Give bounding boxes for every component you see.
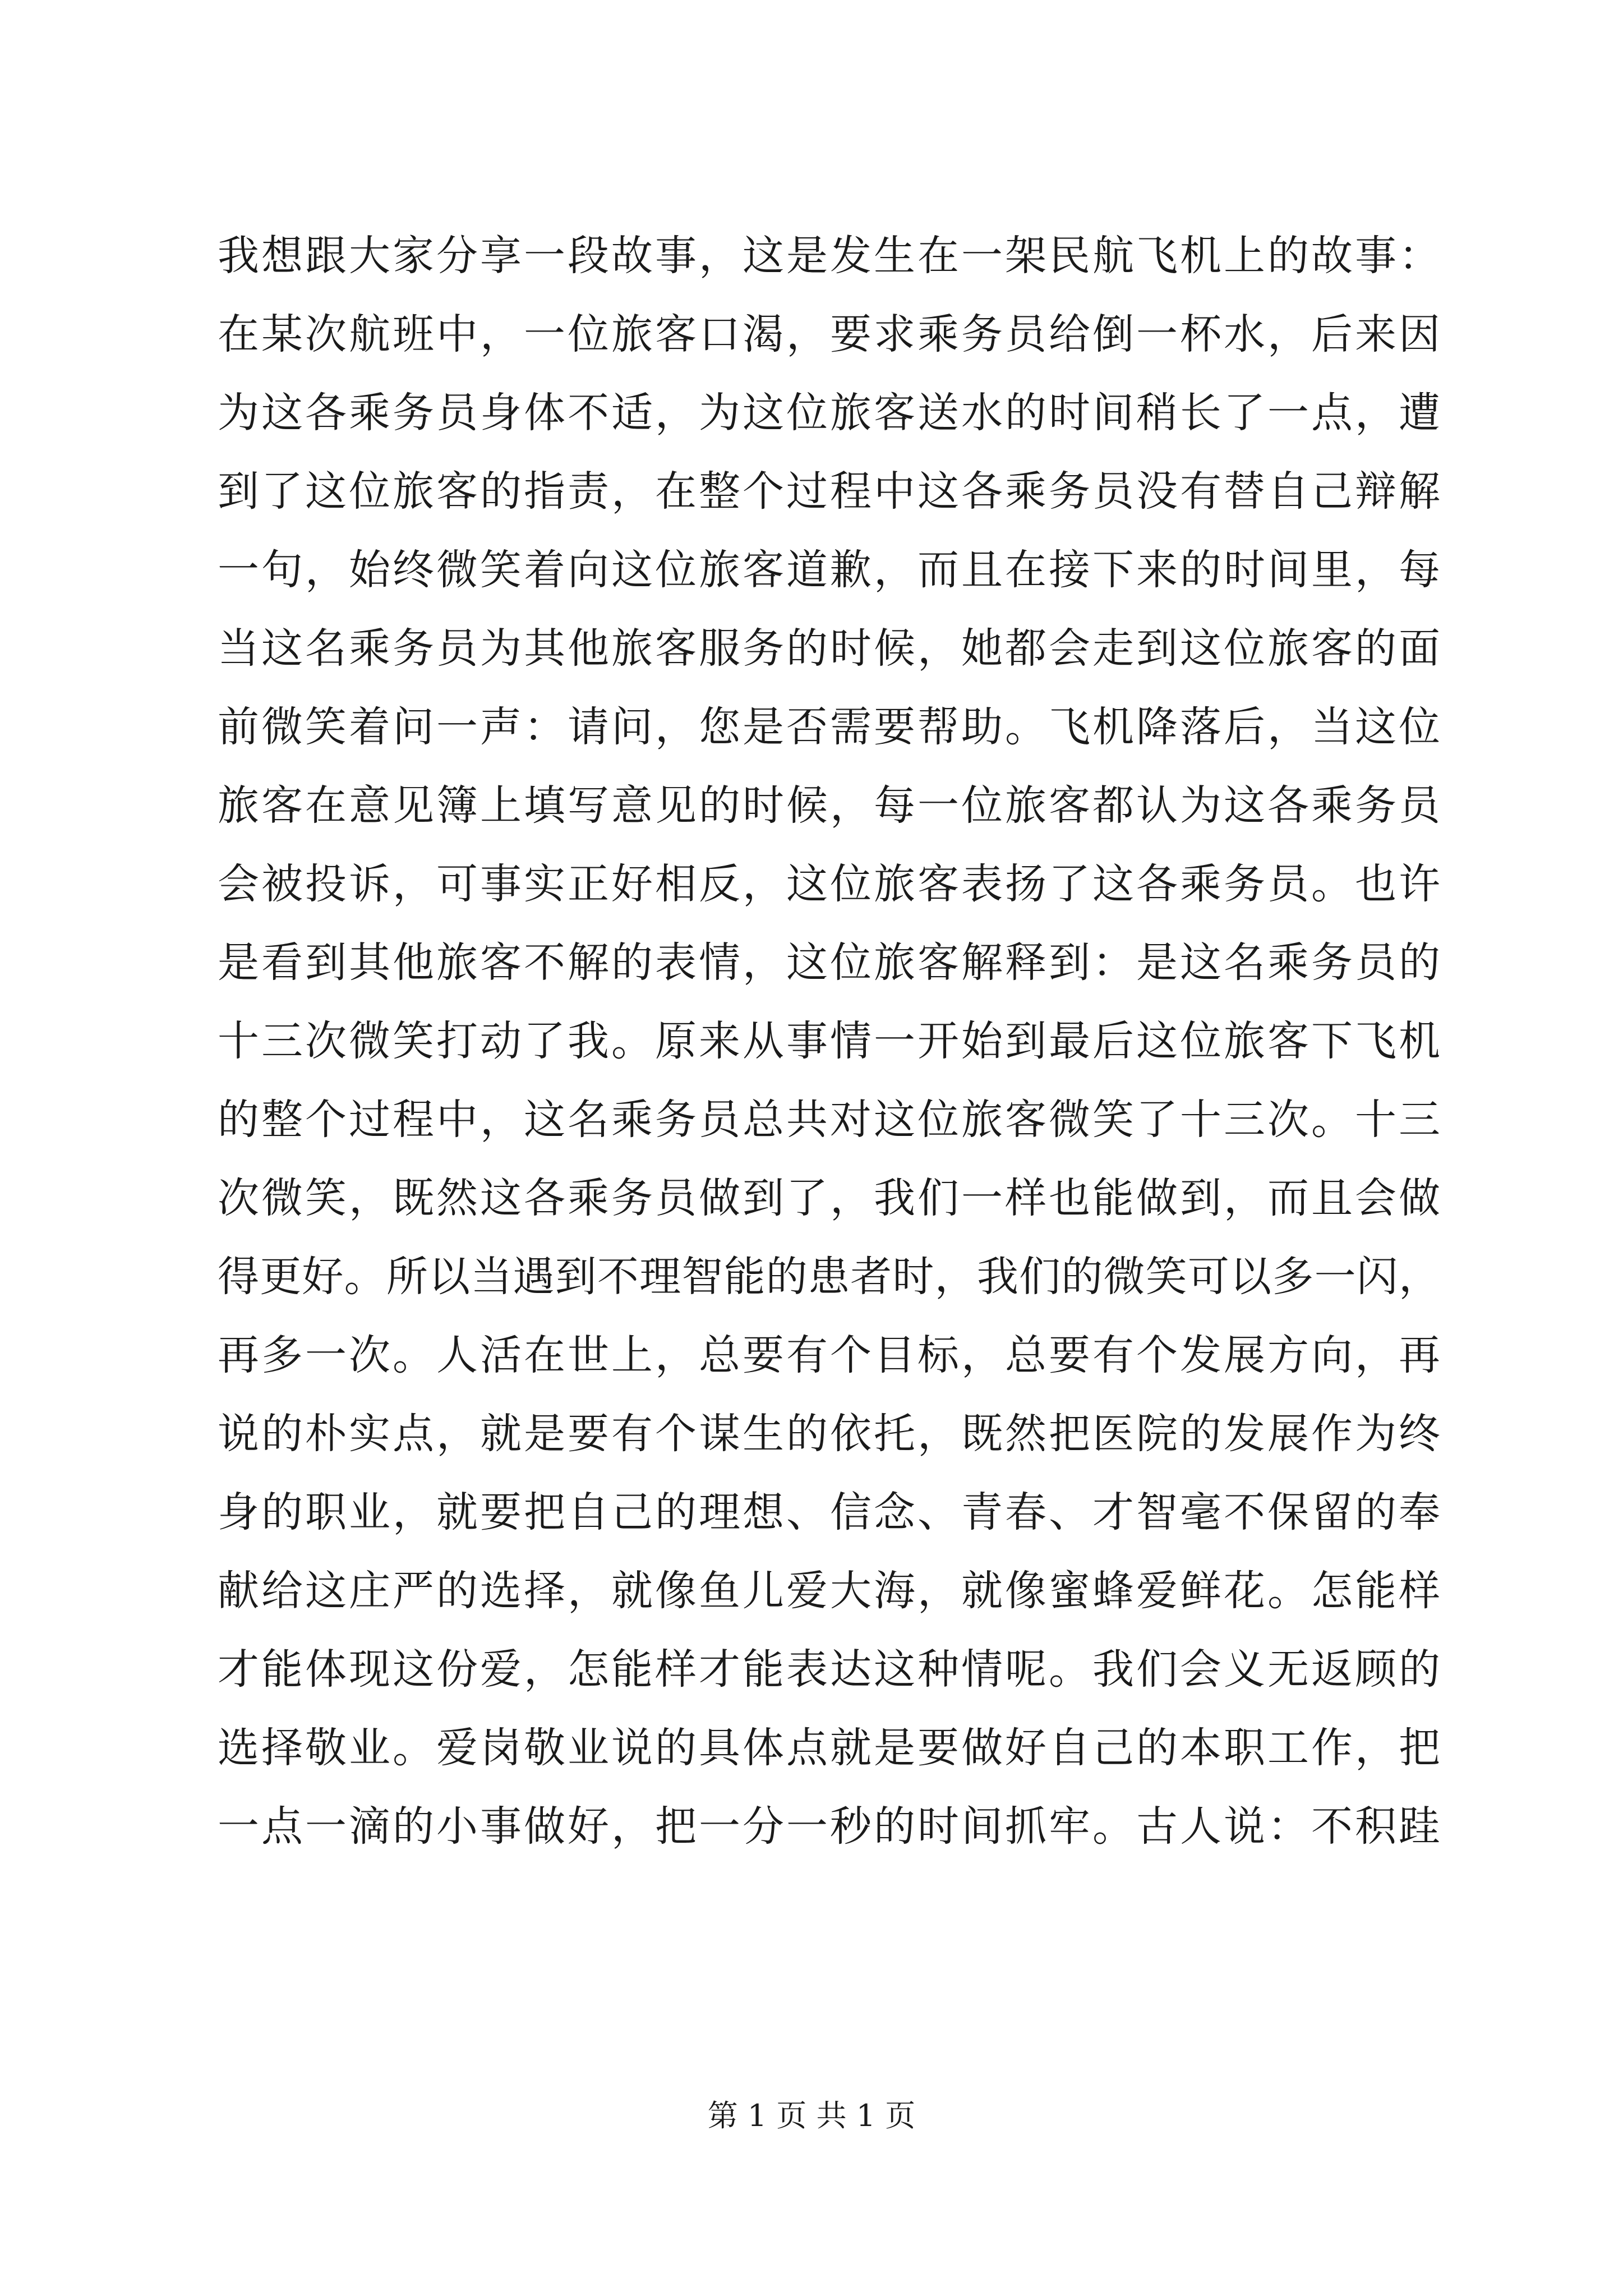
text-line: 会被投诉，可事实正好相反，这位旅客表扬了这各乘务员。也许 <box>218 860 1440 908</box>
page-footer: 第 1 页 共 1 页 <box>707 2098 916 2133</box>
text-line: 选择敬业。爱岗敬业说的具体点就是要做好自己的本职工作，把 <box>218 1724 1440 1772</box>
text-line: 一句，始终微笑着向这位旅客道歉，而且在接下来的时间里，每 <box>218 546 1440 594</box>
body-text <box>218 217 1440 1866</box>
text-line: 的整个过程中，这名乘务员总共对这位旅客微笑了十三次。十三 <box>218 1096 1440 1144</box>
text-line: 旅客在意见簿上填写意见的时候，每一位旅客都认为这各乘务员 <box>218 781 1440 830</box>
text-line: 再多一次。人活在世上，总要有个目标，总要有个发展方向，再 <box>218 1331 1440 1379</box>
text-line: 为这各乘务员身体不适，为这位旅客送水的时间稍长了一点，遭 <box>218 389 1440 437</box>
text-line: 前微笑着问一声：请问，您是否需要帮助。飞机降落后，当这位 <box>218 703 1440 751</box>
text-line: 得更好。所以当遇到不理智能的患者时，我们的微笑可以多一闪， <box>218 1253 1440 1301</box>
text-line: 次微笑，既然这各乘务员做到了，我们一样也能做到，而且会做 <box>218 1174 1440 1222</box>
text-line: 在某次航班中，一位旅客口渴，要求乘务员给倒一杯水，后来因 <box>218 310 1440 358</box>
text-line: 当这名乘务员为其他旅客服务的时候，她都会走到这位旅客的面 <box>218 624 1440 673</box>
text-line: 我想跟大家分享一段故事，这是发生在一架民航飞机上的故事： <box>218 232 1440 280</box>
text-line: 身的职业，就要把自己的理想、信念、青春、才智毫不保留的奉 <box>218 1488 1440 1536</box>
text-line: 献给这庄严的选择，就像鱼儿爱大海，就像蜜蜂爱鲜花。怎能样 <box>218 1567 1440 1615</box>
text-line: 才能体现这份爱，怎能样才能表达这种情呢。我们会义无返顾的 <box>218 1645 1440 1694</box>
text-line: 是看到其他旅客不解的表情，这位旅客解释到：是这名乘务员的 <box>218 938 1440 987</box>
text-line: 十三次微笑打动了我。原来从事情一开始到最后这位旅客下飞机 <box>218 1017 1440 1065</box>
text-line: 到了这位旅客的指责，在整个过程中这各乘务员没有替自己辩解 <box>218 467 1440 516</box>
text-line: 说的朴实点，就是要有个谋生的依托，既然把医院的发展作为终 <box>218 1410 1440 1458</box>
text-line: 一点一滴的小事做好，把一分一秒的时间抓牢。古人说：不积跬 <box>218 1802 1440 1851</box>
